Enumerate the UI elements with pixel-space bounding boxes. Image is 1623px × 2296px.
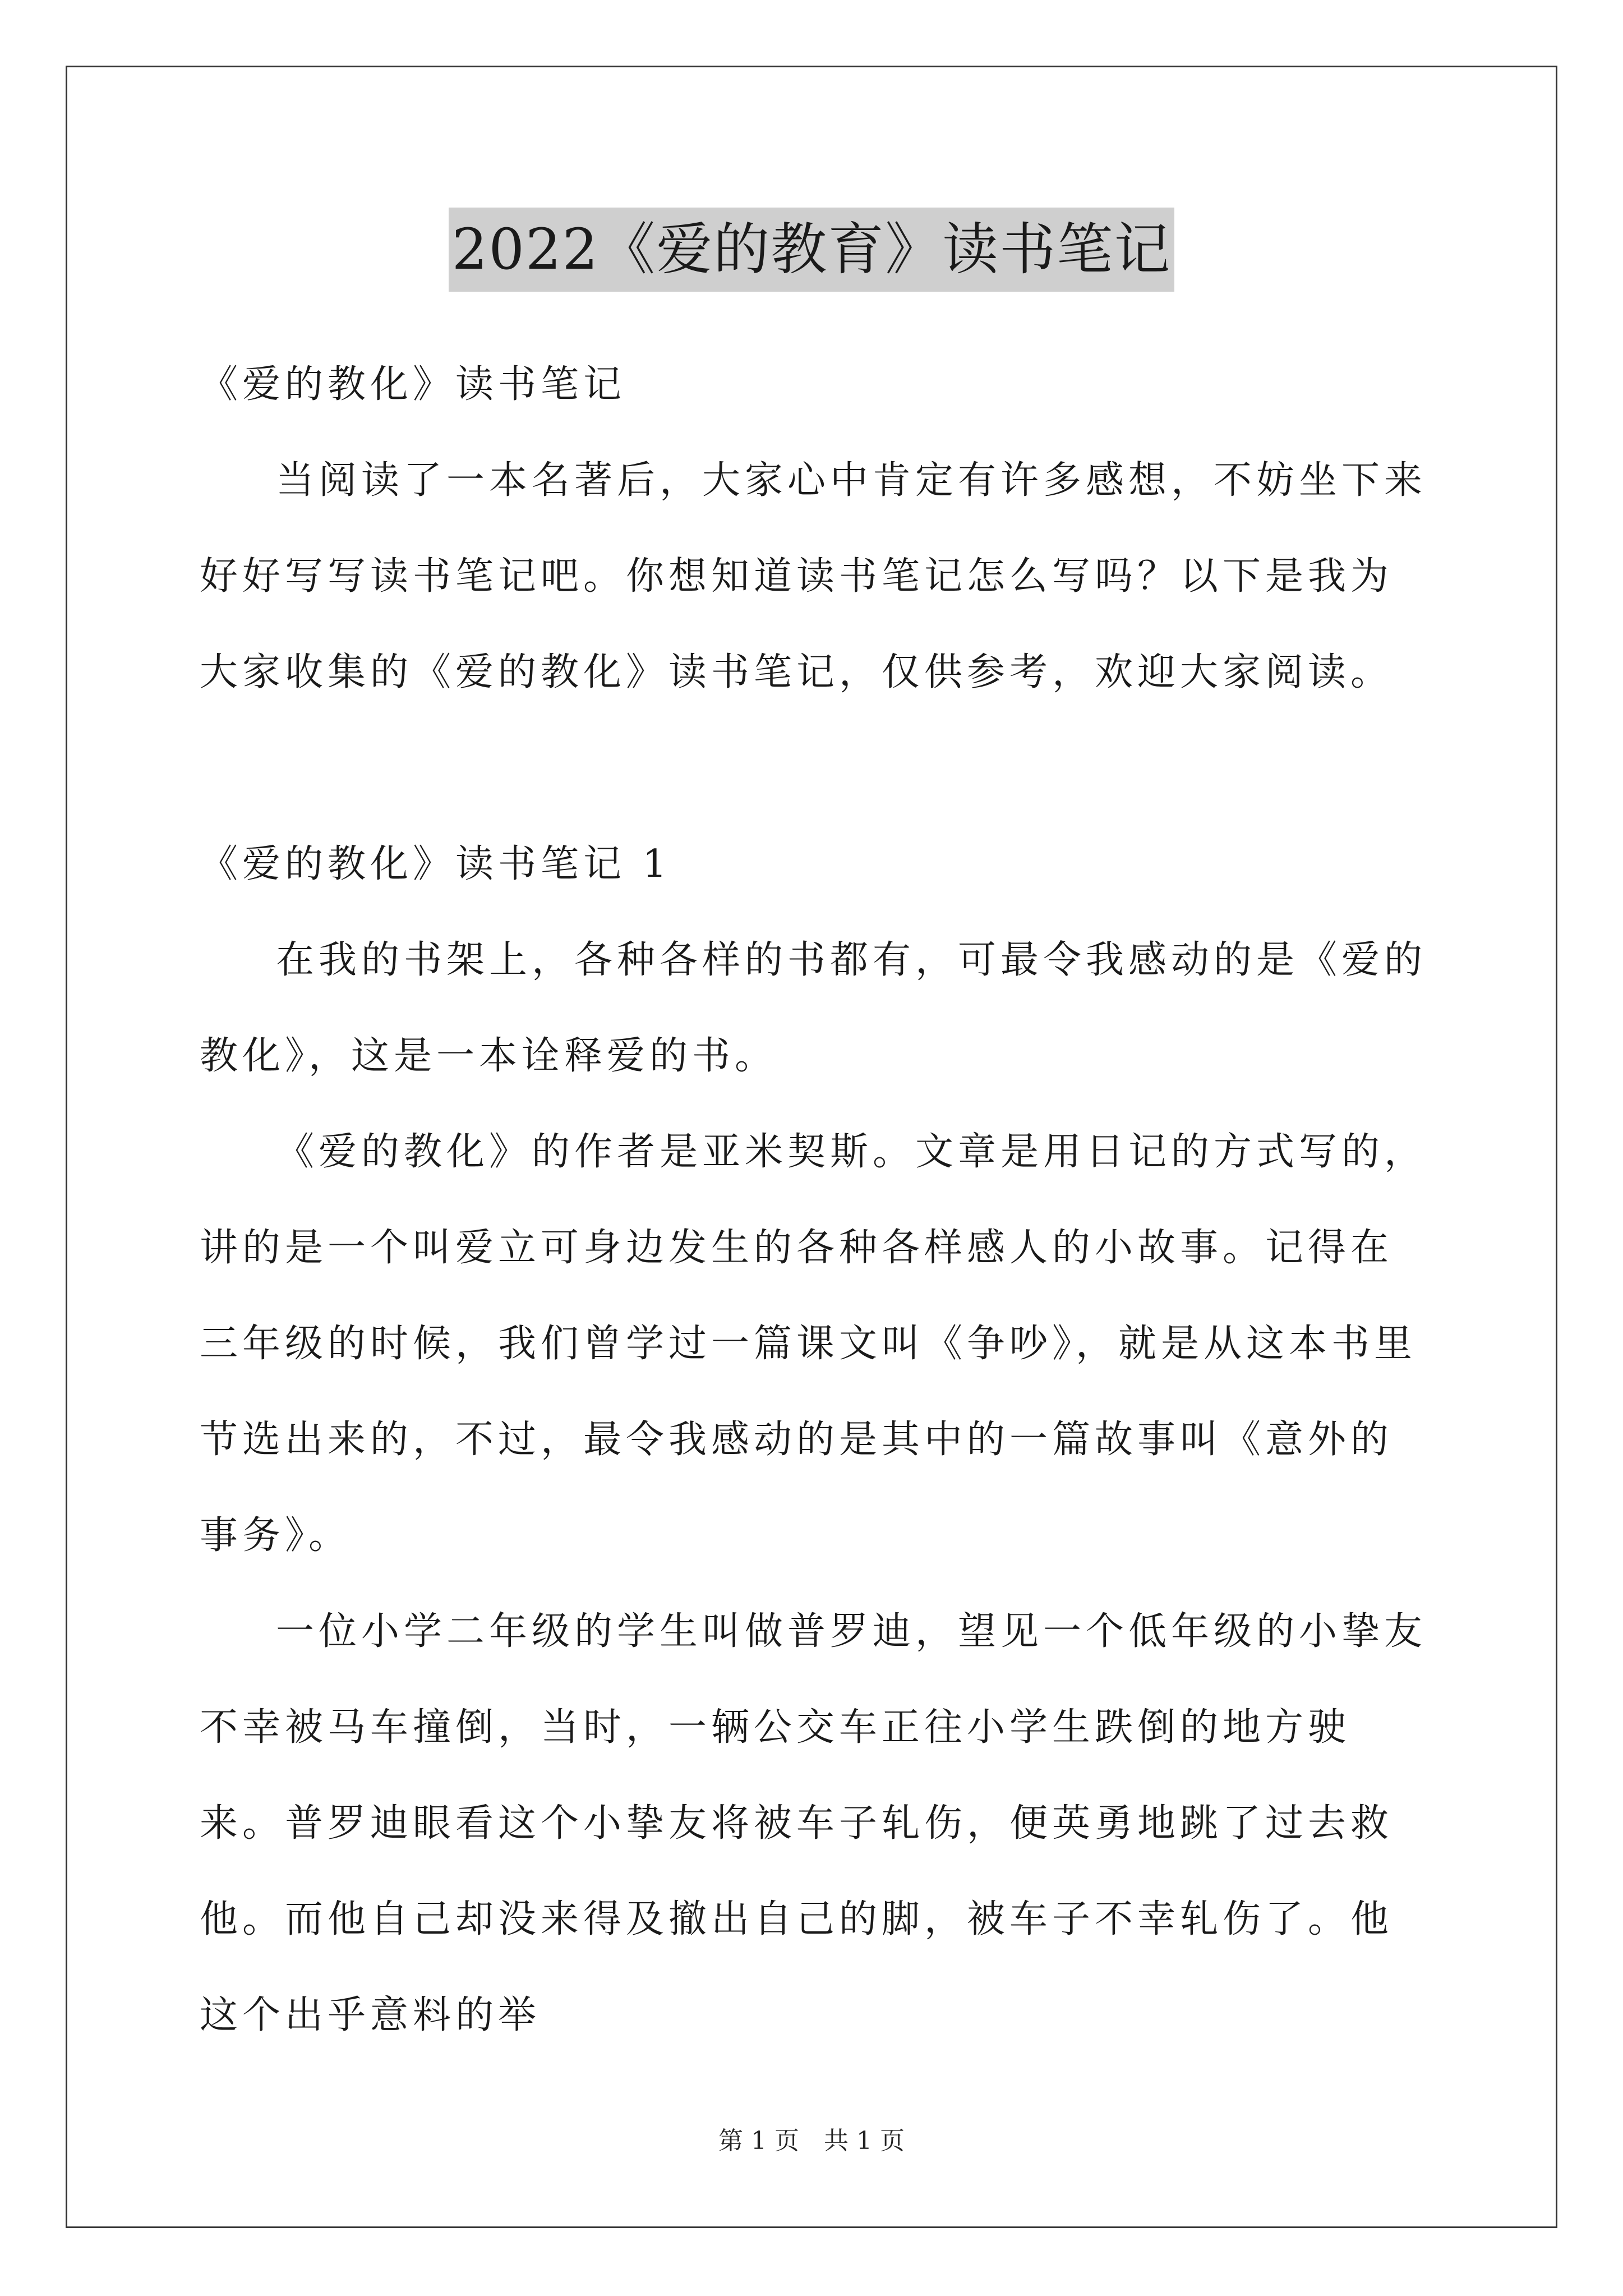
paragraph-bookshelf: 在我的书架上，各种各样的书都有，可最令我感动的是《爱的教化》，这是一本诠释爱的书。 bbox=[200, 938, 1427, 1078]
document-body bbox=[200, 337, 1433, 2063]
section-heading-intro: 《爱的教化》读书笔记 bbox=[200, 362, 626, 407]
page-footer: 第 1 页 共 1 页 bbox=[718, 2127, 905, 2155]
document-title: 2022《爱的教育》读书笔记 bbox=[449, 208, 1175, 292]
section-heading-1: 《爱的教化》读书笔记 1 bbox=[200, 842, 671, 886]
paragraph-story: 一位小学二年级的学生叫做普罗迪，望见一个低年级的小挚友不幸被马车撞倒，当时，一辆公交车正往小学生跌倒的地方驶来。普罗迪眼看这个小挚友将被车子轧伤，便英勇地跳了过去救他。而他自己却没来得及撤出自己的脚，被车子不幸轧伤了。他这个出乎意料的举 bbox=[200, 1609, 1427, 2037]
paragraph-spacer bbox=[200, 720, 1433, 816]
title-container bbox=[0, 208, 1623, 292]
paragraph-intro: 当阅读了一本名著后，大家心中肯定有许多感想，不妨坐下来好好写写读书笔记吧。你想知道读书笔记怎么写吗？以下是我为大家收集的《爱的教化》读书笔记，仅供参考，欢迎大家阅读。 bbox=[200, 458, 1427, 694]
paragraph-author: 《爱的教化》的作者是亚米契斯。文章是用日记的方式写的，讲的是一个叫爱立可身边发生的各种各样感人的小故事。记得在三年级的时候，我们曾学过一篇课文叫《争吵》，就是从这本书里节选出来的，不过，最令我感动的是其中的一篇故事叫《意外的事务》。 bbox=[200, 1130, 1427, 1558]
